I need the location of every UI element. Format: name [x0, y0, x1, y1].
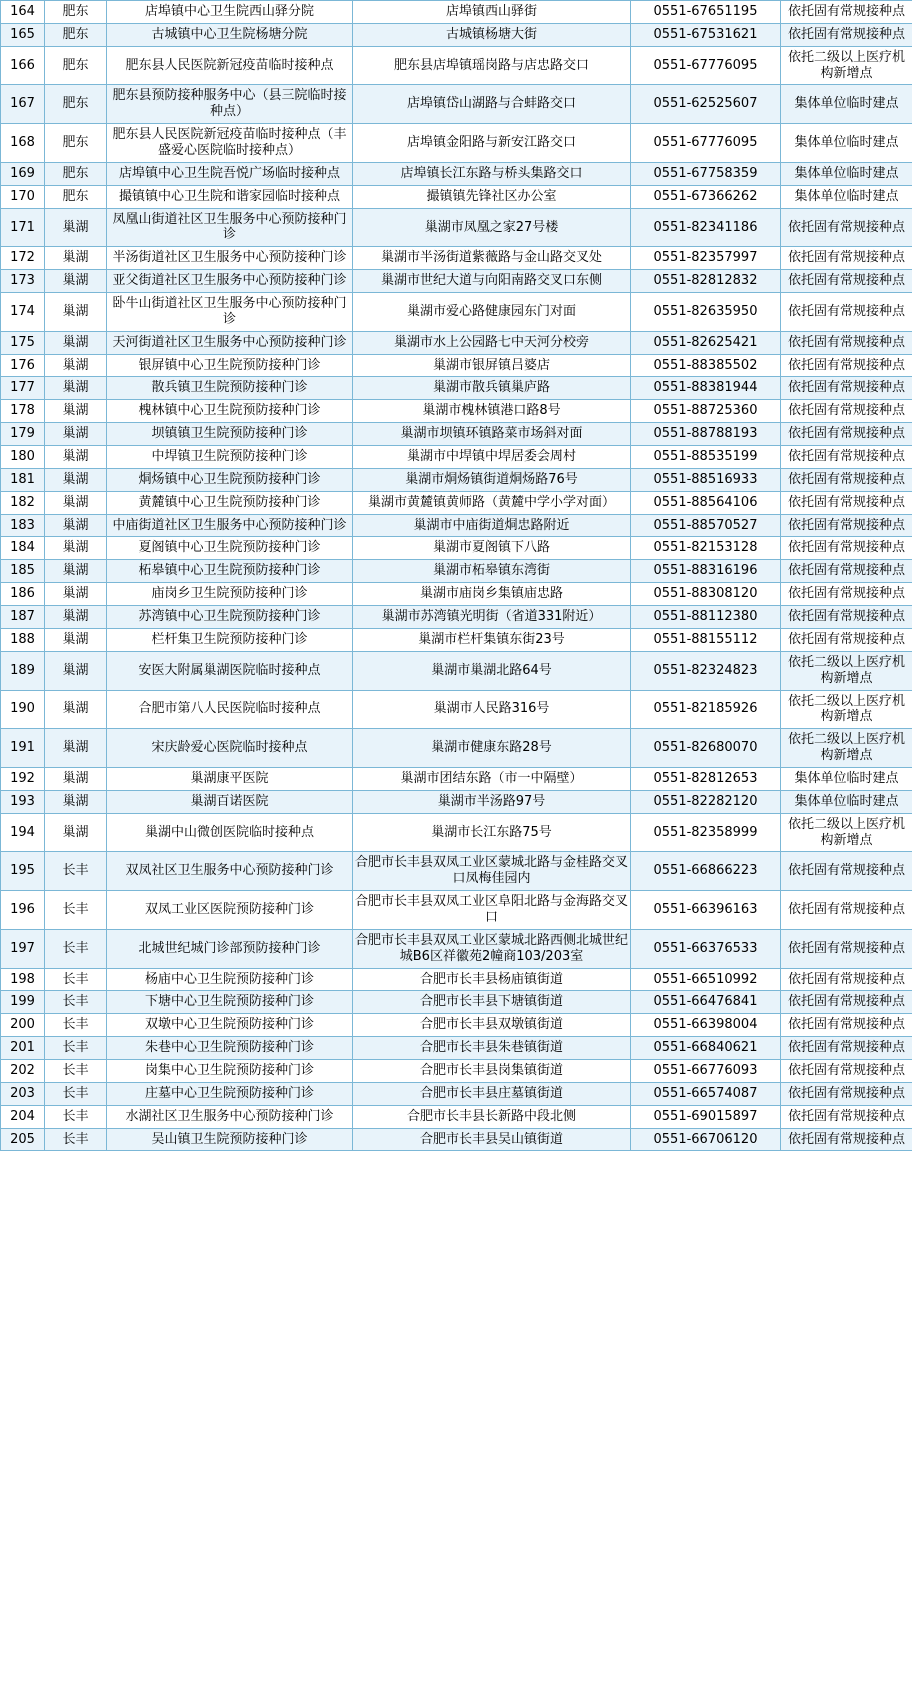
cell-index: 180: [1, 446, 45, 469]
cell-area: 长丰: [45, 1037, 107, 1060]
cell-area: 肥东: [45, 185, 107, 208]
table-row: [1, 377, 912, 400]
cell-type: 依托固有常规接种点: [781, 208, 912, 247]
cell-phone: 0551-67776095: [631, 46, 781, 85]
cell-address: 巢湖市半汤路97号: [353, 790, 631, 813]
table-row: [1, 354, 912, 377]
cell-phone: 0551-66510992: [631, 968, 781, 991]
cell-site-name: 中垾镇卫生院预防接种门诊: [107, 446, 353, 469]
cell-phone: 0551-66574087: [631, 1082, 781, 1105]
cell-phone: 0551-82357997: [631, 247, 781, 270]
cell-type: 依托固有常规接种点: [781, 1105, 912, 1128]
cell-address: 巢湖市团结东路（市一中隔壁）: [353, 767, 631, 790]
cell-site-name: 宋庆龄爱心医院临时接种点: [107, 729, 353, 768]
table-row: [1, 929, 912, 968]
table-row: [1, 690, 912, 729]
cell-type: 依托固有常规接种点: [781, 560, 912, 583]
cell-type: 依托固有常规接种点: [781, 1082, 912, 1105]
cell-address: 巢湖市夏阁镇下八路: [353, 537, 631, 560]
cell-type: 集体单位临时建点: [781, 767, 912, 790]
table-row: [1, 46, 912, 85]
table-row: [1, 1105, 912, 1128]
cell-address: 巢湖市人民路316号: [353, 690, 631, 729]
table-row: [1, 331, 912, 354]
cell-site-name: 岗集中心卫生院预防接种门诊: [107, 1059, 353, 1082]
cell-area: 长丰: [45, 852, 107, 891]
cell-index: 205: [1, 1128, 45, 1151]
cell-site-name: 吴山镇卫生院预防接种门诊: [107, 1128, 353, 1151]
cell-phone: 0551-82282120: [631, 790, 781, 813]
table-row: [1, 23, 912, 46]
cell-site-name: 天河街道社区卫生服务中心预防接种门诊: [107, 331, 353, 354]
cell-index: 167: [1, 85, 45, 124]
cell-site-name: 巢湖百诺医院: [107, 790, 353, 813]
cell-address: 巢湖市水上公园路七中天河分校旁: [353, 331, 631, 354]
cell-phone: 0551-67776095: [631, 124, 781, 163]
cell-area: 肥东: [45, 46, 107, 85]
cell-site-name: 坝镇镇卫生院预防接种门诊: [107, 423, 353, 446]
cell-address: 巢湖市烔炀镇街道烔炀路76号: [353, 468, 631, 491]
cell-address: 巢湖市苏湾镇光明街（省道331附近）: [353, 606, 631, 629]
cell-address: 店埠镇西山驿街: [353, 1, 631, 24]
cell-area: 长丰: [45, 991, 107, 1014]
cell-area: 长丰: [45, 1059, 107, 1082]
cell-index: 175: [1, 331, 45, 354]
cell-index: 178: [1, 400, 45, 423]
cell-site-name: 卧牛山街道社区卫生服务中心预防接种门诊: [107, 293, 353, 332]
cell-type: 依托固有常规接种点: [781, 583, 912, 606]
cell-index: 203: [1, 1082, 45, 1105]
cell-phone: 0551-67531621: [631, 23, 781, 46]
cell-index: 191: [1, 729, 45, 768]
cell-index: 196: [1, 891, 45, 930]
table-row: [1, 651, 912, 690]
cell-index: 183: [1, 514, 45, 537]
cell-area: 巢湖: [45, 790, 107, 813]
cell-site-name: 下塘中心卫生院预防接种门诊: [107, 991, 353, 1014]
table-row: [1, 560, 912, 583]
cell-index: 195: [1, 852, 45, 891]
cell-index: 188: [1, 628, 45, 651]
table-row: [1, 162, 912, 185]
cell-site-name: 苏湾镇中心卫生院预防接种门诊: [107, 606, 353, 629]
cell-index: 182: [1, 491, 45, 514]
cell-phone: 0551-88564106: [631, 491, 781, 514]
cell-phone: 0551-88725360: [631, 400, 781, 423]
cell-site-name: 庄墓中心卫生院预防接种门诊: [107, 1082, 353, 1105]
cell-index: 204: [1, 1105, 45, 1128]
cell-site-name: 肥东县人民医院新冠疫苗临时接种点: [107, 46, 353, 85]
cell-site-name: 肥东县预防接种服务中心（县三院临时接种点）: [107, 85, 353, 124]
cell-index: 190: [1, 690, 45, 729]
cell-type: 依托固有常规接种点: [781, 991, 912, 1014]
cell-area: 巢湖: [45, 377, 107, 400]
cell-area: 巢湖: [45, 729, 107, 768]
cell-site-name: 合肥市第八人民医院临时接种点: [107, 690, 353, 729]
cell-area: 巢湖: [45, 400, 107, 423]
cell-area: 巢湖: [45, 583, 107, 606]
cell-address: 巢湖市爱心路健康园东门对面: [353, 293, 631, 332]
cell-type: 依托二级以上医疗机构新增点: [781, 690, 912, 729]
table-row: [1, 537, 912, 560]
cell-address: 巢湖市散兵镇巢庐路: [353, 377, 631, 400]
cell-area: 肥东: [45, 162, 107, 185]
cell-index: 187: [1, 606, 45, 629]
cell-area: 肥东: [45, 1, 107, 24]
cell-type: 集体单位临时建点: [781, 162, 912, 185]
cell-address: 巢湖市健康东路28号: [353, 729, 631, 768]
cell-site-name: 槐林镇中心卫生院预防接种门诊: [107, 400, 353, 423]
cell-address: 合肥市长丰县双墩镇街道: [353, 1014, 631, 1037]
cell-area: 巢湖: [45, 813, 107, 852]
cell-address: 合肥市长丰县杨庙镇街道: [353, 968, 631, 991]
cell-index: 172: [1, 247, 45, 270]
cell-site-name: 银屏镇中心卫生院预防接种门诊: [107, 354, 353, 377]
cell-phone: 0551-82812653: [631, 767, 781, 790]
cell-index: 164: [1, 1, 45, 24]
cell-area: 肥东: [45, 85, 107, 124]
table-row: [1, 852, 912, 891]
cell-phone: 0551-82358999: [631, 813, 781, 852]
cell-site-name: 杨庙中心卫生院预防接种门诊: [107, 968, 353, 991]
cell-address: 巢湖市中庙街道烔忠路附近: [353, 514, 631, 537]
cell-phone: 0551-82341186: [631, 208, 781, 247]
cell-address: 巢湖市中垾镇中垾居委会周村: [353, 446, 631, 469]
cell-area: 巢湖: [45, 628, 107, 651]
table-row: [1, 1037, 912, 1060]
table-row: [1, 208, 912, 247]
cell-phone: 0551-82324823: [631, 651, 781, 690]
table-row: [1, 991, 912, 1014]
cell-type: 依托固有常规接种点: [781, 628, 912, 651]
cell-address: 合肥市长丰县长新路中段北侧: [353, 1105, 631, 1128]
cell-address: 巢湖市庙岗乡集镇庙忠路: [353, 583, 631, 606]
cell-site-name: 北城世纪城门诊部预防接种门诊: [107, 929, 353, 968]
cell-address: 古城镇杨塘大街: [353, 23, 631, 46]
cell-index: 197: [1, 929, 45, 968]
cell-phone: 0551-82635950: [631, 293, 781, 332]
cell-phone: 0551-82812832: [631, 270, 781, 293]
cell-area: 长丰: [45, 968, 107, 991]
cell-address: 巢湖市长江东路75号: [353, 813, 631, 852]
cell-area: 巢湖: [45, 560, 107, 583]
cell-index: 181: [1, 468, 45, 491]
cell-index: 170: [1, 185, 45, 208]
table-row: [1, 790, 912, 813]
table-row: [1, 891, 912, 930]
cell-area: 肥东: [45, 124, 107, 163]
cell-type: 依托固有常规接种点: [781, 354, 912, 377]
cell-site-name: 双墩中心卫生院预防接种门诊: [107, 1014, 353, 1037]
table-row: [1, 606, 912, 629]
cell-site-name: 烔炀镇中心卫生院预防接种门诊: [107, 468, 353, 491]
cell-area: 巢湖: [45, 690, 107, 729]
cell-area: 巢湖: [45, 537, 107, 560]
cell-index: 173: [1, 270, 45, 293]
cell-site-name: 庙岗乡卫生院预防接种门诊: [107, 583, 353, 606]
cell-type: 依托固有常规接种点: [781, 331, 912, 354]
table-row: [1, 767, 912, 790]
cell-site-name: 柘皋镇中心卫生院预防接种门诊: [107, 560, 353, 583]
cell-type: 依托固有常规接种点: [781, 1128, 912, 1151]
cell-area: 巢湖: [45, 491, 107, 514]
cell-index: 200: [1, 1014, 45, 1037]
cell-type: 依托固有常规接种点: [781, 514, 912, 537]
cell-phone: 0551-88316196: [631, 560, 781, 583]
cell-type: 依托固有常规接种点: [781, 1, 912, 24]
cell-index: 184: [1, 537, 45, 560]
cell-type: 依托固有常规接种点: [781, 537, 912, 560]
cell-address: 巢湖市凤凰之家27号楼: [353, 208, 631, 247]
cell-phone: 0551-82680070: [631, 729, 781, 768]
cell-phone: 0551-66840621: [631, 1037, 781, 1060]
table-row: [1, 514, 912, 537]
cell-phone: 0551-88381944: [631, 377, 781, 400]
cell-site-name: 黄麓镇中心卫生院预防接种门诊: [107, 491, 353, 514]
cell-phone: 0551-88308120: [631, 583, 781, 606]
cell-phone: 0551-88535199: [631, 446, 781, 469]
cell-area: 巢湖: [45, 354, 107, 377]
cell-phone: 0551-66476841: [631, 991, 781, 1014]
cell-address: 合肥市长丰县双凤工业区阜阳北路与金海路交叉口: [353, 891, 631, 930]
cell-address: 巢湖市柘皋镇东湾街: [353, 560, 631, 583]
cell-index: 202: [1, 1059, 45, 1082]
cell-area: 巢湖: [45, 468, 107, 491]
cell-index: 166: [1, 46, 45, 85]
cell-type: 依托二级以上医疗机构新增点: [781, 46, 912, 85]
cell-phone: 0551-66866223: [631, 852, 781, 891]
cell-phone: 0551-69015897: [631, 1105, 781, 1128]
cell-index: 198: [1, 968, 45, 991]
cell-site-name: 亚父街道社区卫生服务中心预防接种门诊: [107, 270, 353, 293]
table-row: [1, 270, 912, 293]
cell-type: 依托固有常规接种点: [781, 968, 912, 991]
cell-address: 巢湖市槐林镇港口路8号: [353, 400, 631, 423]
cell-site-name: 半汤街道社区卫生服务中心预防接种门诊: [107, 247, 353, 270]
cell-type: 依托固有常规接种点: [781, 468, 912, 491]
cell-address: 巢湖市巢湖北路64号: [353, 651, 631, 690]
cell-site-name: 肥东县人民医院新冠疫苗临时接种点（丰盛爱心医院临时接种点）: [107, 124, 353, 163]
cell-area: 长丰: [45, 1014, 107, 1037]
cell-address: 合肥市长丰县岗集镇街道: [353, 1059, 631, 1082]
cell-phone: 0551-88516933: [631, 468, 781, 491]
cell-type: 集体单位临时建点: [781, 790, 912, 813]
cell-site-name: 栏杆集卫生院预防接种门诊: [107, 628, 353, 651]
table-row: [1, 1082, 912, 1105]
cell-address: 肥东县店埠镇瑶岗路与店忠路交口: [353, 46, 631, 85]
cell-type: 依托固有常规接种点: [781, 1059, 912, 1082]
table-row: [1, 293, 912, 332]
cell-phone: 0551-88788193: [631, 423, 781, 446]
cell-site-name: 巢湖中山微创医院临时接种点: [107, 813, 353, 852]
cell-type: 依托二级以上医疗机构新增点: [781, 813, 912, 852]
cell-area: 长丰: [45, 929, 107, 968]
cell-address: 合肥市长丰县朱巷镇街道: [353, 1037, 631, 1060]
table-row: [1, 446, 912, 469]
table-row: [1, 423, 912, 446]
cell-phone: 0551-82625421: [631, 331, 781, 354]
cell-area: 长丰: [45, 1128, 107, 1151]
cell-phone: 0551-66776093: [631, 1059, 781, 1082]
cell-area: 巢湖: [45, 331, 107, 354]
cell-address: 店埠镇岱山湖路与合蚌路交口: [353, 85, 631, 124]
cell-phone: 0551-88570527: [631, 514, 781, 537]
cell-site-name: 店埠镇中心卫生院吾悦广场临时接种点: [107, 162, 353, 185]
cell-type: 依托固有常规接种点: [781, 491, 912, 514]
cell-area: 巢湖: [45, 270, 107, 293]
cell-phone: 0551-88155112: [631, 628, 781, 651]
table-row: [1, 185, 912, 208]
cell-address: 撮镇镇先锋社区办公室: [353, 185, 631, 208]
cell-phone: 0551-66706120: [631, 1128, 781, 1151]
cell-address: 店埠镇金阳路与新安江路交口: [353, 124, 631, 163]
cell-area: 巢湖: [45, 651, 107, 690]
table-row: [1, 813, 912, 852]
cell-type: 依托固有常规接种点: [781, 929, 912, 968]
cell-type: 依托固有常规接种点: [781, 377, 912, 400]
cell-site-name: 凤凰山街道社区卫生服务中心预防接种门诊: [107, 208, 353, 247]
cell-type: 依托二级以上医疗机构新增点: [781, 729, 912, 768]
cell-index: 194: [1, 813, 45, 852]
cell-type: 依托固有常规接种点: [781, 247, 912, 270]
cell-address: 合肥市长丰县双凤工业区蒙城北路西侧北城世纪城B6区祥徽苑2幢商103/203室: [353, 929, 631, 968]
table-row: [1, 968, 912, 991]
table-row: [1, 1059, 912, 1082]
cell-site-name: 古城镇中心卫生院杨塘分院: [107, 23, 353, 46]
cell-index: 176: [1, 354, 45, 377]
table-body: [1, 1, 912, 1151]
cell-index: 193: [1, 790, 45, 813]
table-row: [1, 468, 912, 491]
cell-address: 巢湖市世纪大道与向阳南路交叉口东侧: [353, 270, 631, 293]
cell-address: 巢湖市坝镇环镇路菜市场斜对面: [353, 423, 631, 446]
cell-type: 依托固有常规接种点: [781, 852, 912, 891]
cell-area: 巢湖: [45, 606, 107, 629]
cell-area: 长丰: [45, 1082, 107, 1105]
cell-type: 依托固有常规接种点: [781, 23, 912, 46]
cell-site-name: 双凤社区卫生服务中心预防接种门诊: [107, 852, 353, 891]
cell-type: 依托二级以上医疗机构新增点: [781, 651, 912, 690]
cell-area: 巢湖: [45, 514, 107, 537]
cell-index: 165: [1, 23, 45, 46]
cell-index: 168: [1, 124, 45, 163]
cell-phone: 0551-67366262: [631, 185, 781, 208]
cell-phone: 0551-82153128: [631, 537, 781, 560]
cell-type: 依托固有常规接种点: [781, 891, 912, 930]
cell-type: 依托固有常规接种点: [781, 400, 912, 423]
cell-address: 合肥市长丰县下塘镇街道: [353, 991, 631, 1014]
table-row: [1, 1128, 912, 1151]
cell-address: 巢湖市黄麓镇黄师路（黄麓中学小学对面）: [353, 491, 631, 514]
table-row: [1, 1014, 912, 1037]
cell-address: 巢湖市半汤街道紫薇路与金山路交叉处: [353, 247, 631, 270]
cell-area: 巢湖: [45, 446, 107, 469]
cell-type: 集体单位临时建点: [781, 124, 912, 163]
cell-site-name: 散兵镇卫生院预防接种门诊: [107, 377, 353, 400]
cell-type: 集体单位临时建点: [781, 85, 912, 124]
cell-type: 依托固有常规接种点: [781, 606, 912, 629]
cell-area: 巢湖: [45, 293, 107, 332]
cell-type: 依托固有常规接种点: [781, 1037, 912, 1060]
cell-index: 171: [1, 208, 45, 247]
cell-index: 199: [1, 991, 45, 1014]
cell-phone: 0551-66376533: [631, 929, 781, 968]
cell-type: 依托固有常规接种点: [781, 423, 912, 446]
cell-type: 依托固有常规接种点: [781, 270, 912, 293]
table-row: [1, 1, 912, 24]
cell-address: 合肥市长丰县双凤工业区蒙城北路与金桂路交叉口凤梅佳园内: [353, 852, 631, 891]
cell-address: 巢湖市栏杆集镇东街23号: [353, 628, 631, 651]
cell-index: 189: [1, 651, 45, 690]
table-row: [1, 729, 912, 768]
cell-site-name: 巢湖康平医院: [107, 767, 353, 790]
cell-phone: 0551-67651195: [631, 1, 781, 24]
table-row: [1, 85, 912, 124]
cell-area: 巢湖: [45, 247, 107, 270]
cell-address: 合肥市长丰县庄墓镇街道: [353, 1082, 631, 1105]
cell-type: 依托固有常规接种点: [781, 1014, 912, 1037]
table-row: [1, 400, 912, 423]
table-row: [1, 491, 912, 514]
cell-index: 186: [1, 583, 45, 606]
cell-phone: 0551-88112380: [631, 606, 781, 629]
cell-type: 依托固有常规接种点: [781, 293, 912, 332]
cell-phone: 0551-67758359: [631, 162, 781, 185]
cell-site-name: 朱巷中心卫生院预防接种门诊: [107, 1037, 353, 1060]
table-row: [1, 583, 912, 606]
cell-site-name: 店埠镇中心卫生院西山驿分院: [107, 1, 353, 24]
cell-area: 巢湖: [45, 767, 107, 790]
cell-address: 巢湖市银屏镇吕婆店: [353, 354, 631, 377]
cell-site-name: 双凤工业区医院预防接种门诊: [107, 891, 353, 930]
cell-type: 集体单位临时建点: [781, 185, 912, 208]
table-row: [1, 247, 912, 270]
cell-area: 巢湖: [45, 423, 107, 446]
cell-phone: 0551-62525607: [631, 85, 781, 124]
cell-site-name: 撮镇镇中心卫生院和谐家园临时接种点: [107, 185, 353, 208]
cell-site-name: 夏阁镇中心卫生院预防接种门诊: [107, 537, 353, 560]
cell-site-name: 中庙街道社区卫生服务中心预防接种门诊: [107, 514, 353, 537]
cell-site-name: 安医大附属巢湖医院临时接种点: [107, 651, 353, 690]
cell-phone: 0551-66396163: [631, 891, 781, 930]
cell-area: 巢湖: [45, 208, 107, 247]
cell-type: 依托固有常规接种点: [781, 446, 912, 469]
cell-index: 174: [1, 293, 45, 332]
cell-area: 长丰: [45, 1105, 107, 1128]
cell-site-name: 水湖社区卫生服务中心预防接种门诊: [107, 1105, 353, 1128]
cell-phone: 0551-82185926: [631, 690, 781, 729]
table-row: [1, 628, 912, 651]
cell-index: 179: [1, 423, 45, 446]
cell-address: 店埠镇长江东路与桥头集路交口: [353, 162, 631, 185]
cell-index: 169: [1, 162, 45, 185]
cell-index: 192: [1, 767, 45, 790]
cell-index: 201: [1, 1037, 45, 1060]
cell-phone: 0551-66398004: [631, 1014, 781, 1037]
cell-area: 长丰: [45, 891, 107, 930]
table-row: [1, 124, 912, 163]
cell-phone: 0551-88385502: [631, 354, 781, 377]
cell-index: 177: [1, 377, 45, 400]
cell-address: 合肥市长丰县吴山镇街道: [353, 1128, 631, 1151]
cell-area: 肥东: [45, 23, 107, 46]
cell-index: 185: [1, 560, 45, 583]
